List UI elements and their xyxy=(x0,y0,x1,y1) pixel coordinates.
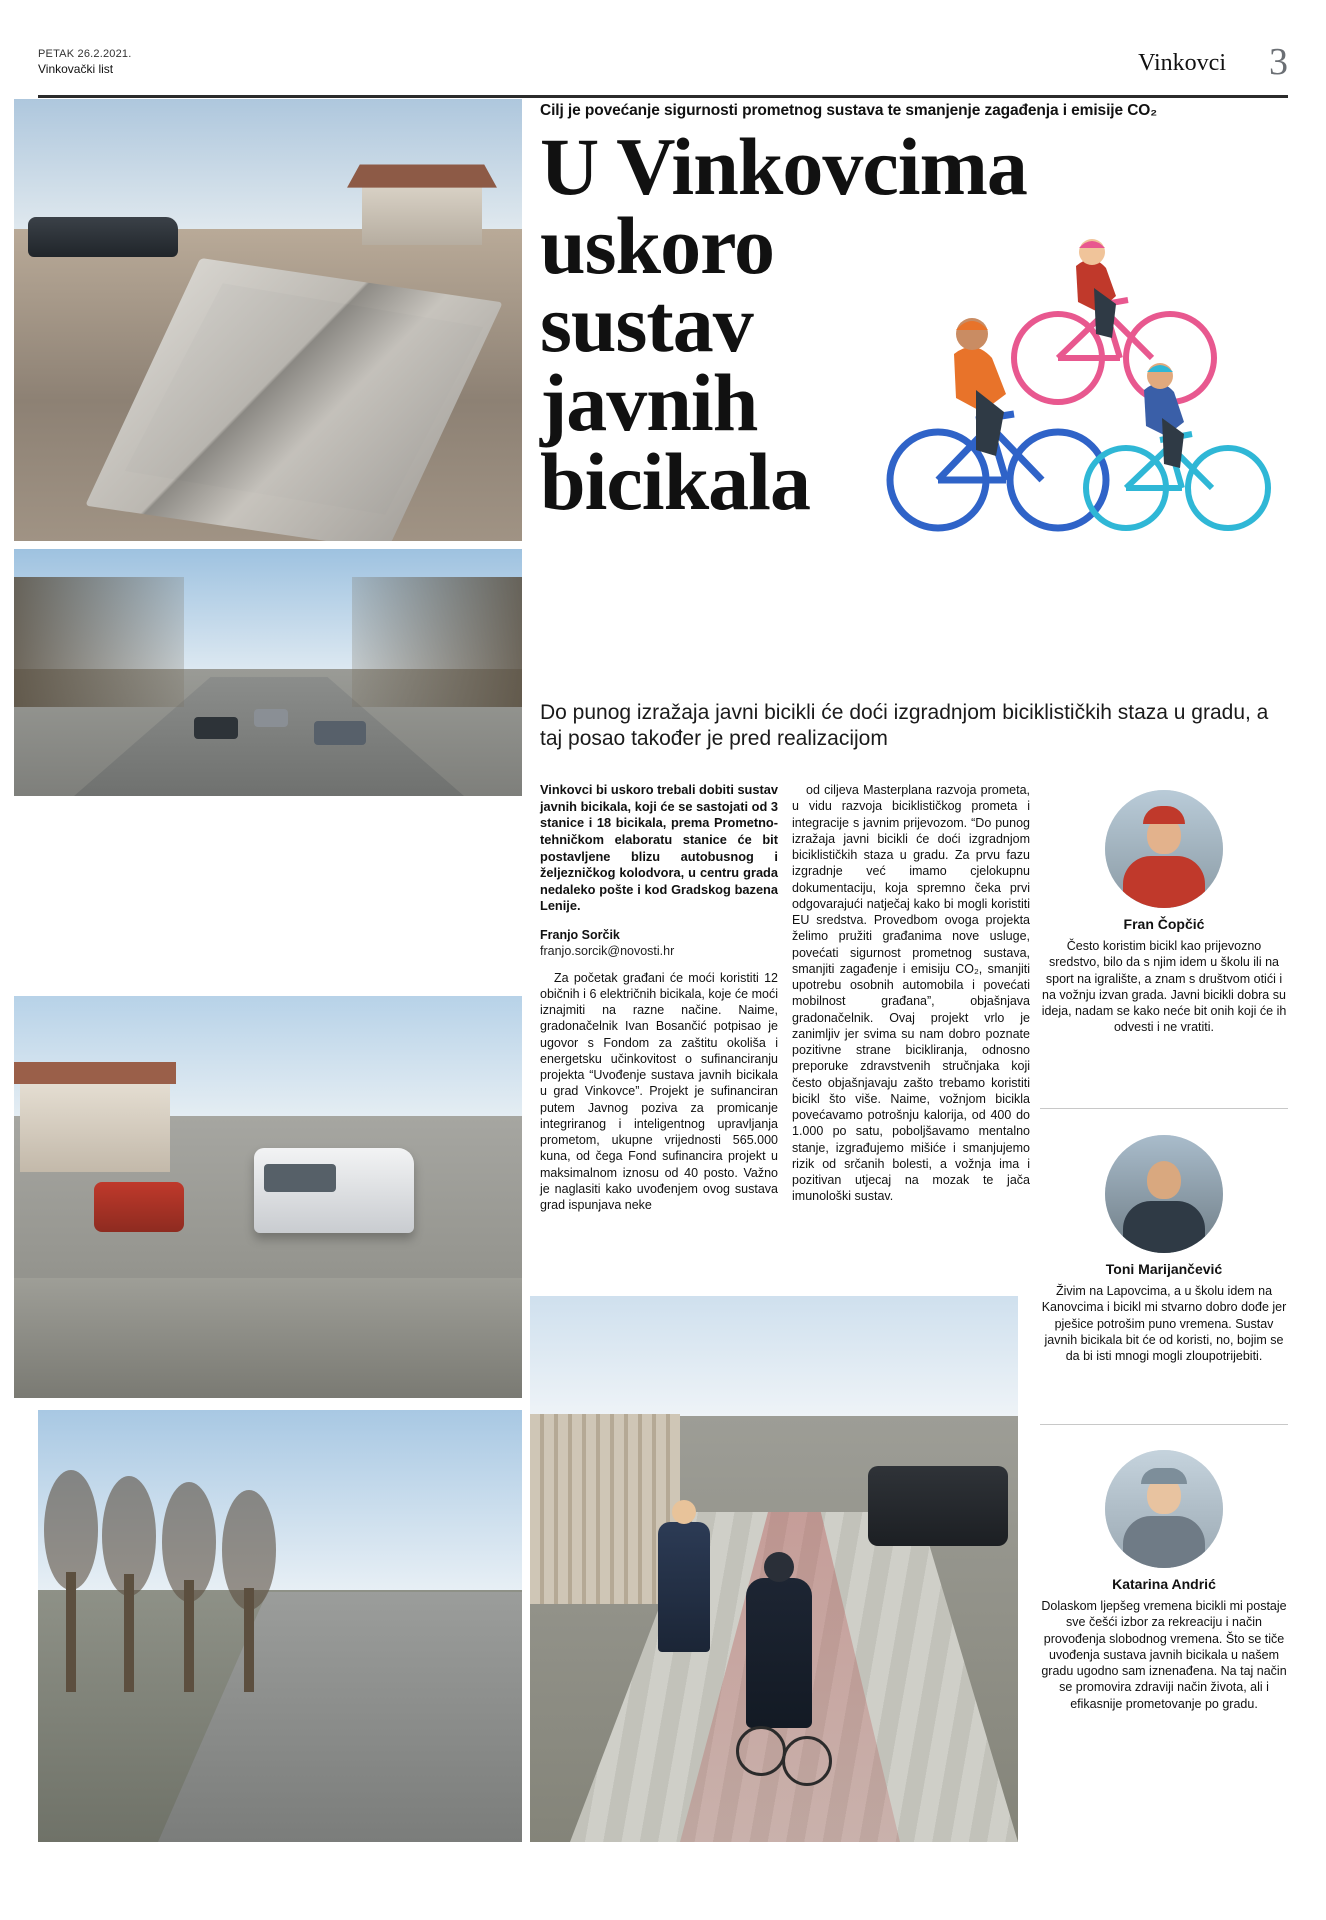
vox-pop-name: Fran Čopčić xyxy=(1123,916,1205,932)
photo-trees-left xyxy=(14,577,184,707)
avatar-head xyxy=(1147,816,1181,854)
photo-red-car xyxy=(94,1182,184,1232)
photo-tree-trunk xyxy=(184,1580,194,1692)
section-title: Vinkovci xyxy=(1138,50,1226,76)
publication-name: Vinkovački list xyxy=(38,61,114,76)
vox-pop-3 xyxy=(1040,1450,1288,1712)
country-road-photo xyxy=(38,1410,522,1842)
street-with-parked-van-photo xyxy=(14,996,522,1398)
headline-line-3: sustav xyxy=(540,278,753,370)
publication-date: PETAK 26.2.2021. xyxy=(38,48,132,60)
construction-kerb-photo xyxy=(14,99,522,541)
photo-car xyxy=(314,721,366,745)
photo-tree-trunk xyxy=(244,1588,254,1692)
headline-line-4: javnih xyxy=(540,357,758,449)
photo-parked-cars xyxy=(28,217,178,257)
avatar-head xyxy=(1147,1476,1181,1514)
photo-pedestrian xyxy=(658,1522,710,1652)
pink-bicycle xyxy=(1014,239,1214,402)
body-paragraph: od ciljeva Masterplana razvoja prometa, u vidu razvoja biciklističkog prometa i integracije s javnim prijevozom. “Do punog izražaja javni bicikli će doći izgradnjom biciklističkih staza u gradu. Za prvu fazu izgradnje već imamo cjelokupnu dokumentaciju, koja spremno čeka prvi odgovarajući natječaj kako bi mogli koristiti EU sredstva. Provedbom ovoga projekta želimo pružiti građanima nove usluge, povećati sigurnost prometnog sustava, smanjiti zagađenje i emisiju CO₂, smanjiti upotrebu osobnih automobila i povećati mobilnost građana”, objašnjava gradonačelnik. Ovaj projekt vrlo je zanimljiv jer svima su nam dobro poznate pozitivne strane bicikliranja, odnosno preporuke zdravstvenih stručnjaka koji često objašnjavaju zašto trebamo koristiti bicikl što više. Naime, vožnjom bicikla povećavamo potrošnju kalorija, od 400 do 1.000 po satu, poboljšavamo mentalno stanje, izgrađujemo mišiće i smanjujemo rizik od srčanih bolesti, a vožnja ima i pozitivan utjecaj na mozak te jača imunološki sustav. xyxy=(792,783,1030,1204)
vox-divider xyxy=(1040,1424,1288,1425)
photo-bike-wheel xyxy=(782,1736,832,1786)
avatar xyxy=(1105,1450,1223,1568)
photo-sky xyxy=(530,1296,1018,1416)
vox-pop-quote: Živim na Lapovcima, a u školu idem na Kanovcima i bicikl mi stvarno dobro dođe jer pješice potrošim puno vremena. Sustav javnih bicikala bit će od koristi, no, bojim se da bi isti mnogi mogli zloupotrijebiti. xyxy=(1041,1284,1287,1363)
headline-line-2: uskoro xyxy=(540,199,775,291)
avatar xyxy=(1105,1135,1223,1253)
body-column-1 xyxy=(540,782,778,1213)
vox-pop-2 xyxy=(1040,1135,1288,1364)
body-paragraph: Za početak građani će moći koristiti 12 običnih i 6 električnih bicikala, koje će moći iznajmiti na razne načine. Naime, gradonačelnik Ivan Bosančić potpisao je ugovor s Fondom za zaštitu okoliša i energetsku učinkovitost o sufinanciranju projekta “Uvođenje sustava javnih bicikala u grad Vinkovce”. Projekt je sufinanciran putem Javnog poziva za promicanje integriranog i inteligentnog upravljanja prometom, ukupne vrijednosti 565.000 kuna, od čega Fond sufinancira projekt u maksimalnom iznosu od 40 posto. Važno je naglasiti kako uvođenjem ovog sustava grad ispunjava neke xyxy=(540,970,778,1212)
article-standfirst: Do punog izražaja javni bicikli će doći izgradnjom biciklističkih staza u gradu, a taj posao također je pred realizacijom xyxy=(540,701,1269,750)
cyan-bicycle xyxy=(1086,363,1268,528)
photo-car xyxy=(254,709,288,727)
vox-pop-name: Katarina Andrić xyxy=(1112,1576,1216,1592)
article-kicker: Cilj je povećanje sigurnosti prometnog sustava te smanjenje zagađenja i emisije CO₂ xyxy=(540,102,1158,119)
byline-name: Franjo Sorčik xyxy=(540,928,620,942)
avatar xyxy=(1105,790,1223,908)
cyclists-illustration xyxy=(880,230,1300,590)
avatar-body xyxy=(1123,1516,1205,1568)
photo-parked-car xyxy=(868,1466,1008,1546)
blue-bicycle xyxy=(890,318,1106,528)
photo-footpath xyxy=(14,1278,522,1398)
photo-trees-right xyxy=(352,577,522,707)
avatar-head xyxy=(1147,1161,1181,1199)
vox-divider xyxy=(1040,1108,1288,1109)
vox-pop-quote: Dolaskom ljepšeg vremena bicikli mi postaje sve češći izbor za rekreaciju i način provođenja slobodnog vremena. Što se tiče uvođenja sustava javnih bicikala u našem gradu ugodno sam iznenađena. Na taj način se promovira zdraviji način života, ali i efikasnije prometovanje po gradu. xyxy=(1041,1599,1287,1711)
avatar-body xyxy=(1123,1201,1205,1253)
header-divider xyxy=(38,95,1288,98)
tree-lined-avenue-photo xyxy=(14,549,522,796)
byline-email: franjo.sorcik@novosti.hr xyxy=(540,944,675,959)
body-column-2 xyxy=(792,782,1030,1205)
vox-pop-1 xyxy=(1040,790,1288,1036)
photo-tree-trunk xyxy=(66,1572,76,1692)
photo-car xyxy=(194,717,238,739)
cyclist-on-bike-lane-photo xyxy=(530,1296,1018,1842)
photo-house xyxy=(20,1082,170,1172)
avatar-body xyxy=(1123,856,1205,908)
headline-line-5: bicikala xyxy=(540,435,810,527)
photo-bike-wheel xyxy=(736,1726,786,1776)
masthead xyxy=(38,41,1288,88)
vox-pop-quote: Često koristim bicikl kao prijevozno sredstvo, bilo da s njim idem u školu ili na sport na igralište, a znam s društvom otići i na vožnju izvan grada. Javni bicikli dobra su ideja, nadam se kako neće bit onih koji će ih odvesti i ne vratiti. xyxy=(1041,939,1287,1035)
page-number: 3 xyxy=(1269,41,1288,83)
photo-house xyxy=(362,185,482,245)
article-lead: Vinkovci bi uskoro trebali dobiti sustav javnih bicikala, koji će se sastojati od 3 stanice i 18 bicikala, prema Prometno-tehničkom elaboratu stanice će bit postavljene blizu autobusnog i željezničkog kolodvora, u centru grada nedaleko pošte i kod Gradskog bazena Lenije. xyxy=(540,782,778,914)
headline-line-1: U Vinkovcima xyxy=(540,121,1027,212)
vox-pop-name: Toni Marijančević xyxy=(1105,1261,1223,1277)
photo-cyclist-figure xyxy=(746,1578,812,1728)
photo-white-van xyxy=(254,1148,414,1233)
photo-tree-trunk xyxy=(124,1574,134,1692)
